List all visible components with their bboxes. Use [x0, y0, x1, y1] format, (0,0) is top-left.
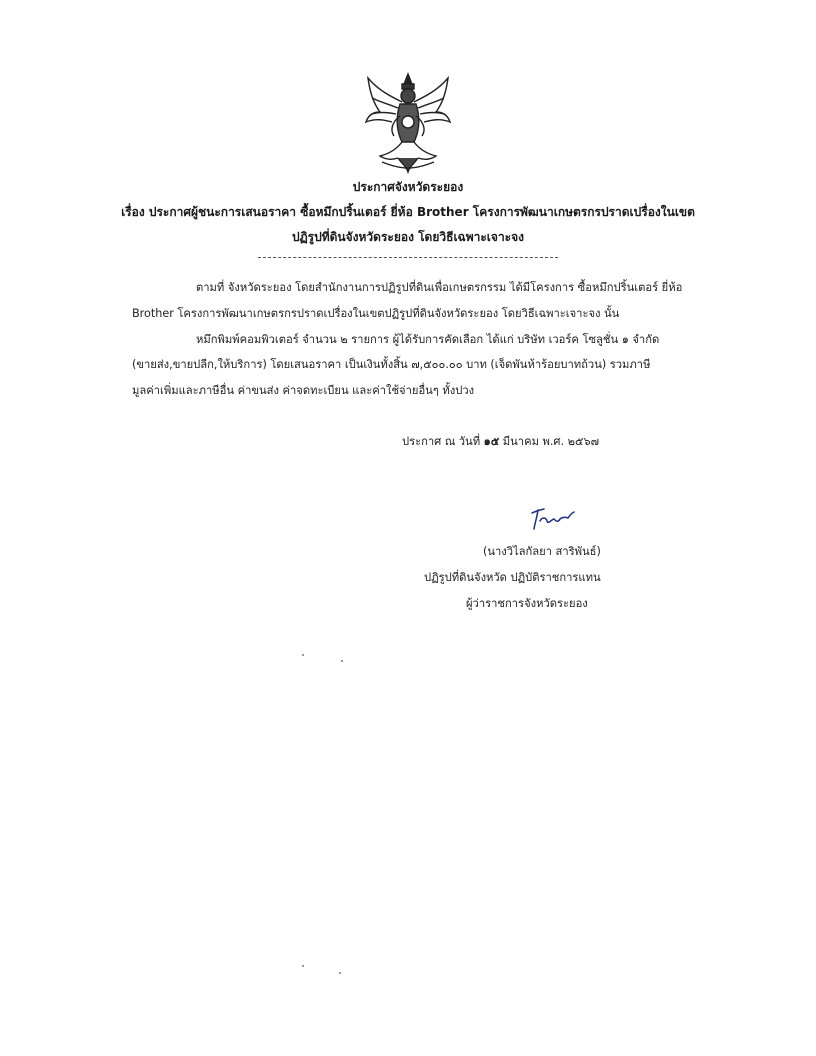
- document-title: ประกาศจังหวัดระยอง: [352, 180, 464, 194]
- date-day: ๑๕: [483, 435, 500, 448]
- date-prefix: ประกาศ ณ วันที่: [402, 435, 481, 448]
- signer-name: (นางวิไลกัลยา สาริพันธ์): [483, 545, 601, 558]
- body-paragraph-line: มูลค่าเพิ่มและภาษีอื่น ค่าขนส่ง ค่าจดทะเบียน และค่าใช้จ่ายอื่นๆ ทั้งปวง: [132, 384, 475, 397]
- signer-office: ผู้ว่าราชการจังหวัดระยอง: [466, 597, 588, 610]
- body-paragraph-line: (ขายส่ง,ขายปลีก,ให้บริการ) โดยเสนอราคา เป็นเงินทั้งสิ้น ๗,๕๐๐.๐๐ บาท (เจ็ดพันห้าร้อยบาทถ้วน) รวมภาษี: [132, 358, 651, 371]
- date-month-year: มีนาคม พ.ศ. ๒๕๖๗: [502, 435, 600, 448]
- scan-speck: [302, 654, 304, 656]
- body-paragraph-line: Brother โครงการพัฒนาเกษตรกรปราดเปรื่องในเขตปฏิรูปที่ดินจังหวัดระยอง โดยวิธีเฉพาะเจาะจง นั้น: [132, 307, 620, 320]
- scan-speck: [341, 660, 343, 662]
- document-subject-line-1: เรื่อง ประกาศผู้ชนะการเสนอราคา ซื้อหมึกปริ้นเตอร์ ยี่ห้อ Brother โครงการพัฒนาเกษตรกรปราดเปรื่องในเขต: [121, 205, 695, 219]
- scan-speck: [339, 972, 341, 974]
- body-paragraph-line: หมึกพิมพ์คอมพิวเตอร์ จำนวน ๒ รายการ ผู้ได้รับการคัดเลือก ได้แก่ บริษัท เวอร์ค โซลูชั่น ๑ จำกัด: [196, 333, 660, 346]
- garuda-emblem-icon: [362, 72, 454, 174]
- signer-position: ปฏิรูปที่ดินจังหวัด ปฏิบัติราชการแทน: [424, 571, 601, 584]
- document-subject-line-2: ปฏิรูปที่ดินจังหวัดระยอง โดยวิธีเฉพาะเจาะจง: [291, 230, 525, 244]
- divider-line: [258, 257, 558, 258]
- announcement-date: [402, 432, 599, 450]
- scan-speck: [302, 965, 304, 967]
- body-paragraph-line: ตามที่ จังหวัดระยอง โดยสำนักงานการปฏิรูปที่ดินเพื่อเกษตรกรรม ได้มีโครงการ ซื้อหมึกปริ้นเตอร์ ยี่ห้อ: [196, 281, 683, 294]
- handwritten-signature: [526, 505, 578, 531]
